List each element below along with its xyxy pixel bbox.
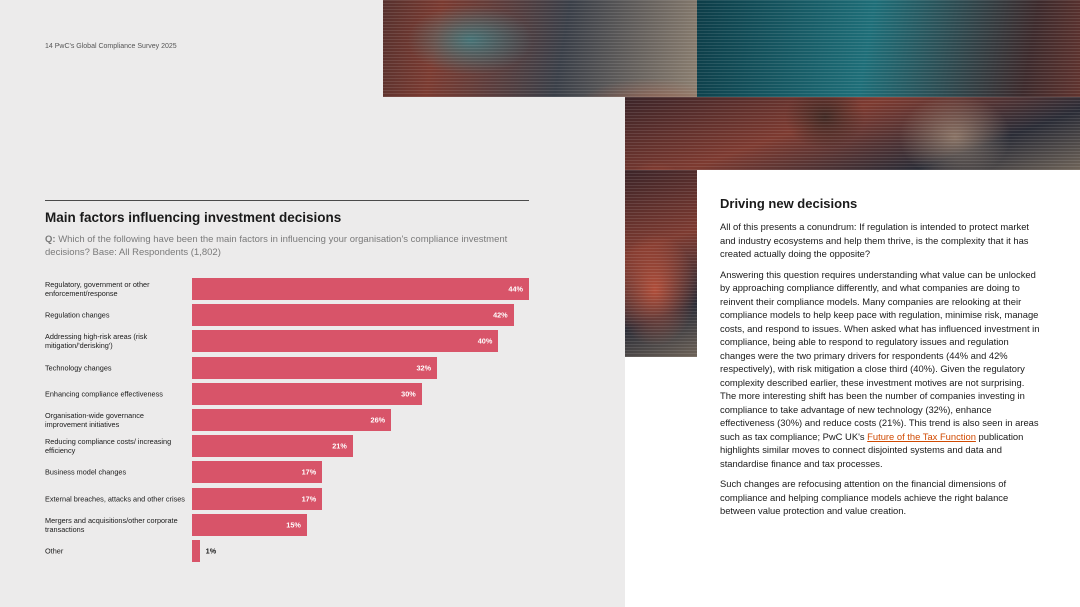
bar-row (45, 304, 535, 326)
bar (192, 330, 498, 352)
bar-value-label: 40% (477, 336, 493, 346)
bar-row (45, 357, 535, 379)
bar-category-label: Addressing high-risk areas (risk mitigation/'derisking') (45, 332, 148, 351)
bar-row (45, 540, 535, 562)
bar (192, 540, 200, 562)
bar-category-label: Reducing compliance costs/ increasing efficiency (45, 437, 172, 456)
bar (192, 357, 437, 379)
hero-photo-strip (625, 170, 697, 357)
bar-category-label: Technology changes (45, 363, 112, 373)
hero-photo (383, 0, 1080, 97)
bar (192, 409, 391, 431)
bar-category-label: Regulatory, government or other enforcement/response (45, 280, 150, 298)
paragraph-2-text: Answering this question requires understanding what value can be unlocked by approaching compliance differently, and what companies are doing to reinvent their compliance models. Many companies are relooking at their compliance models to help keep pace with regulation, minimise risk, manage costs, and respond to issues. When asked what has influenced investment in compliance, being able to respond to regulatory issues and regulation changes were the two primary drivers for respondents (44% and 42% respectively), with risk mitigation a close third (40%). Given the regulatory complexity described earlier, these investment motives are not surprising. The more interesting shift has been the number of companies investing in compliance to take advantage of new technology (32%), enhance effectiveness (30%) and reduce costs (21%). This trend is also seen in areas such as tax compliance; PwC UK's (720, 268, 1040, 442)
bar-value-label: 1% (205, 546, 217, 556)
article-paragraph-2 (720, 268, 1040, 471)
page-label: 14 PwC's Global Compliance Survey 2025 (45, 43, 177, 50)
article-paragraph-3: Such changes are refocusing attention on the financial dimensions of compliance and helping compliance models achieve the right balance between value protection and value creation. (720, 478, 1009, 516)
bar-value-label: 30% (401, 389, 416, 399)
article-title: Driving new decisions (720, 196, 858, 211)
bar-row (45, 409, 535, 431)
article (720, 196, 1040, 525)
bar-value-label: 17% (301, 467, 317, 477)
bar-category-label: Organisation-wide governance improvement initiatives (45, 411, 144, 429)
bar-row (45, 330, 535, 352)
bar-row (45, 514, 535, 536)
bar (192, 488, 322, 510)
bar-category-label: Regulation changes (45, 310, 110, 320)
bar (192, 383, 422, 405)
bar-row (45, 488, 535, 510)
bar-row (45, 278, 535, 300)
bar (192, 514, 307, 536)
bar-value-label: 15% (286, 520, 301, 530)
bar-value-label: 42% (493, 310, 508, 320)
chart-title: Main factors influencing investment decisions (45, 210, 342, 225)
bar-value-label: 44% (508, 284, 523, 294)
bar-category-label: Enhancing compliance effectiveness (45, 389, 163, 399)
article-paragraph-1: All of this presents a conundrum: If regulation is intended to protect market and industry ecosystems and help them thrive, is the complexity that it has created actually doing the opposite? (720, 221, 1030, 259)
bar-row (45, 461, 535, 483)
bar-category-label: Mergers and acquisitions/other corporate transactions (45, 515, 178, 534)
chart-question (45, 233, 515, 259)
bar (192, 278, 529, 300)
bar-row (45, 383, 535, 405)
bar-row (45, 435, 535, 457)
bar-value-label: 21% (332, 441, 347, 451)
bar (192, 304, 514, 326)
paragraph-2-text-end: publication highlights similar moves to connect disjointed systems and data and standardise finance and tax processes. (720, 430, 1024, 469)
question-text: Which of the following have been the main factors in influencing your organisation's compliance investment decisions? Base: All Respondents (1,802) (45, 234, 508, 258)
bar-value-label: 17% (301, 494, 317, 504)
bar-category-label: Other (45, 546, 64, 556)
question-prefix: Q: (45, 234, 56, 245)
bar (192, 461, 322, 483)
bar-category-label: Business model changes (45, 467, 127, 477)
section-rule (45, 200, 529, 201)
bar-category-label: External breaches, attacks and other crises (45, 494, 185, 504)
bar-value-label: 26% (370, 415, 386, 425)
future-of-tax-function-link[interactable]: Future of the Tax Function (867, 430, 976, 442)
hero-photo-mid (625, 97, 1080, 170)
bar-value-label: 32% (416, 363, 432, 373)
bar (192, 435, 353, 457)
